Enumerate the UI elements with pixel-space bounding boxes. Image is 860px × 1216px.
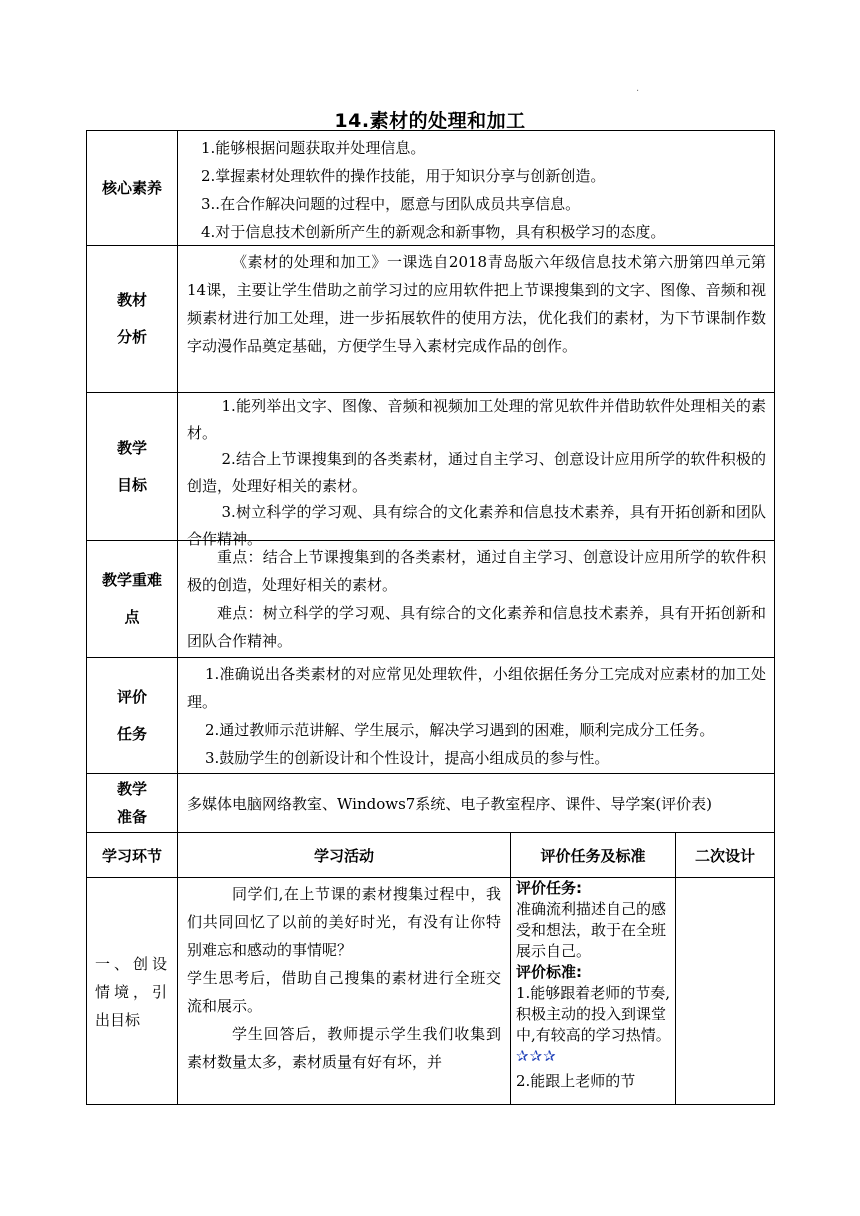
header-second-design [675,832,774,877]
goals-label-cell [86,392,177,540]
task-title: 评价任务: [516,879,582,897]
keypoints-item: 重点：结合上节课搜集到的各类素材，通过自主学习、创意设计应用所学的软件积极的创造，处理好相关的素材。 [187,548,766,594]
stage1-name-cell [86,877,177,1105]
core-content-cell [177,130,774,245]
analysis-label-2: 分析 [116,328,147,346]
stage1-second-design-cell [675,877,774,1105]
task-text: 准确流利描述自己的感受和想法，敢于在全班展示自己。 [516,900,667,960]
stage1-name: 一、创设情境，引出目标 [95,954,167,1029]
standard-1 [516,983,671,1067]
standard-title: 评价标准: [516,963,582,981]
standard-1-text: 1.能够跟着老师的节奏,积极主动的投入到课堂中,有较高的学习热情。 [516,984,671,1044]
core-label-cell [86,130,177,245]
header-dot: · [636,86,640,97]
header-evaluation [510,832,675,877]
table-bottom-border [86,1104,775,1105]
goals-content-cell [177,392,774,548]
stage1-activity-cell [177,877,510,1105]
page-title: 14.素材的处理和加工 [334,110,526,132]
standard-2: 2.能跟上老师的节 [516,1072,636,1090]
header-evaluation-label: 评价任务及标准 [540,846,646,865]
core-item: 1.能够根据问题获取并处理信息。 [201,139,426,157]
stage1-activity-para: 学生思考后，借助自己搜集的素材进行全班交流和展示。 [187,969,501,1015]
keypoints-content-cell [177,540,774,657]
prep-label-cell [86,773,177,832]
core-item: 4.对于信息技术创新所产生的新观念和新事物，具有积极学习的态度。 [201,223,666,241]
header-activity-label: 学习活动 [313,846,374,865]
keypoints-item: 难点：树立科学的学习观、具有综合的文化素养和信息技术素养，具有开拓创新和团队合作精神。 [187,604,766,650]
prep-label-2: 准备 [116,808,147,826]
evaluation-item: 2.通过教师示范讲解、学生展示，解决学习遇到的困难，顺利完成分工任务。 [205,721,715,739]
stage1-activity-para: 同学们,在上节课的素材搜集过程中，我们共同回忆了以前的美好时光，有没有让你特别难忘和感动的事情呢？ [187,885,501,959]
keypoints-label-cell [86,540,177,657]
star-rating: ✰✰✰ [516,1047,557,1065]
stage1-activity-para: 学生回答后，教师提示学生我们收集到素材数量太多，素材质量有好有坏，并 [187,1025,501,1071]
table-right-border [774,130,775,1105]
header-second-design-label: 二次设计 [694,846,755,865]
keypoints-label-1: 教学重难 [101,571,162,589]
core-label: 核心素养 [101,178,162,197]
evaluation-item: 3.鼓励学生的创新设计和个性设计，提高小组成员的参与性。 [205,749,610,767]
header-activity [177,832,510,877]
analysis-label-cell [86,245,177,392]
header-stage [86,832,177,877]
keypoints-label-2: 点 [124,608,140,626]
core-item: 2.掌握素材处理软件的操作技能，用于知识分享与创新创造。 [201,167,606,185]
prep-content-cell [177,773,774,832]
prep-text: 多媒体电脑网络教室、Windows7系统、电子教室程序、课件、导学案(评价表) [187,795,713,813]
prep-label-1: 教学 [116,780,147,798]
core-item: 3..在合作解决问题的过程中，愿意与团队成员共享信息。 [201,195,581,213]
evaluation-item: 1.准确说出各类素材的对应常见处理软件，小组依据任务分工完成对应素材的加工处理。 [187,665,766,711]
analysis-content-cell [177,245,774,392]
goals-label-2: 目标 [116,475,147,494]
goals-item: 2.结合上节课搜集到的各类素材，通过自主学习、创意设计应用所学的软件积极的创造，处理好相关的素材。 [187,450,766,495]
goals-item: 3.树立科学的学习观、具有综合的文化素养和信息技术素养，具有开拓创新和团队合作精神。 [187,503,766,548]
analysis-label-1: 教材 [116,291,147,309]
goals-label-1: 教学 [116,438,147,457]
analysis-text: 《素材的处理和加工》一课选自2018青岛版六年级信息技术第六册第四单元第14课，主要让学生借助之前学习过的应用软件把上节课搜集到的文字、图像、音频和视频素材进行加工处理，进一步拓展软件的使用方法，优化我们的素材，为下节课制作数字动漫作品奠定基础，方便学生导入素材完成作品的创作。 [187,253,766,355]
goals-item: 1.能列举出文字、图像、音频和视频加工处理的常见软件并借助软件处理相关的素材。 [187,397,766,442]
evaluation-label-cell [86,657,177,773]
evaluation-label-1: 评价 [116,687,147,706]
header-stage-label: 学习环节 [101,846,162,865]
evaluation-label-2: 任务 [116,724,147,743]
evaluation-content-cell [177,657,774,773]
stage1-evaluation-cell [510,877,675,1105]
